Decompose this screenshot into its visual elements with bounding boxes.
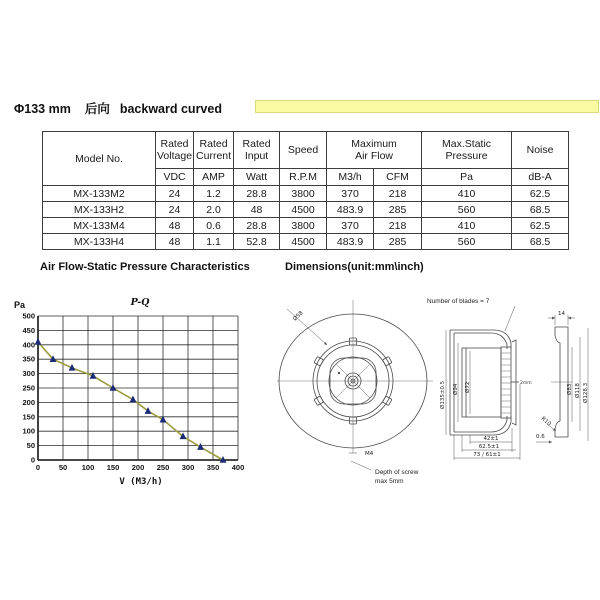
unit-vdc: VDC <box>156 169 194 186</box>
value-cell: 483.9 <box>327 202 374 218</box>
dim-d118-label: Ø118 <box>575 383 581 398</box>
connector-ribs <box>501 347 511 418</box>
model-cell: MX-133H2 <box>43 202 156 218</box>
value-cell: 28.8 <box>234 186 280 202</box>
header-speed: Speed <box>280 132 327 169</box>
header-rated-current: Rated Current <box>194 132 234 169</box>
value-cell: 48 <box>234 202 280 218</box>
table-row <box>43 218 569 234</box>
screw-depth-note-line1: Depth of screw <box>375 469 419 476</box>
unit-cfm: CFM <box>374 169 422 186</box>
value-cell: 62.5 <box>512 218 569 234</box>
header-noise: Noise <box>512 132 569 169</box>
value-cell: 218 <box>374 186 422 202</box>
header-model: Model No. <box>43 132 156 186</box>
unit-dba: dB-A <box>512 169 569 186</box>
value-cell: 370 <box>327 186 374 202</box>
value-cell: 1.1 <box>194 234 234 250</box>
value-cell: 48 <box>156 234 194 250</box>
x-axis-label: V (M3/h) <box>119 477 163 487</box>
header-rated-input: Rated Input <box>234 132 280 169</box>
model-cell: MX-133H4 <box>43 234 156 250</box>
header-rated-voltage: Rated Voltage <box>156 132 194 169</box>
svg-text:0: 0 <box>35 463 41 472</box>
value-cell: 2.0 <box>194 202 234 218</box>
title-chinese: 后向 <box>84 102 110 116</box>
dim-d72-label: Ø72 <box>465 381 471 393</box>
dim-42-label: 42±1 <box>483 436 499 442</box>
value-cell: 483.9 <box>327 234 374 250</box>
title-diameter: Φ133 mm <box>14 102 71 116</box>
dim-d135-label: Ø135±0.5 <box>440 380 446 409</box>
svg-text:150: 150 <box>106 463 120 472</box>
svg-text:350: 350 <box>22 354 35 364</box>
dim-d83-label: Ø83 <box>567 383 573 395</box>
value-cell: 285 <box>374 202 422 218</box>
svg-text:50: 50 <box>26 441 35 451</box>
front-view <box>277 300 433 485</box>
unit-rpm: R.P.M <box>280 169 327 186</box>
value-cell: 52.8 <box>234 234 280 250</box>
dim-d94-label: Ø94 <box>453 383 459 395</box>
dim-m4-label: M4 <box>365 451 374 457</box>
table-row <box>43 234 569 250</box>
value-cell: 24 <box>156 186 194 202</box>
screw-depth-note-line2: max 5mm <box>375 478 404 485</box>
pq-plot-area <box>22 312 244 473</box>
value-cell: 370 <box>327 218 374 234</box>
model-cell: MX-133M2 <box>43 186 156 202</box>
value-cell: 68.5 <box>512 202 569 218</box>
dimensions-section-heading: Dimensions(unit:mm\inch) <box>285 261 424 273</box>
title-english: backward curved <box>119 102 222 116</box>
spec-table-body <box>43 186 569 250</box>
y-axis-unit-label: Pa <box>14 300 26 310</box>
value-cell: 560 <box>422 234 512 250</box>
unit-pa: Pa <box>422 169 512 186</box>
value-cell: 410 <box>422 218 512 234</box>
svg-text:500: 500 <box>22 311 35 321</box>
value-cell: 0.6 <box>194 218 234 234</box>
svg-text:250: 250 <box>156 463 170 472</box>
dim-62-label: 62.5±1 <box>478 444 500 450</box>
inlet-ring-view <box>536 311 589 442</box>
value-cell: 1.2 <box>194 186 234 202</box>
dim-d128-label: Ø128.3 <box>583 382 589 403</box>
value-cell: 28.8 <box>234 218 280 234</box>
dim-73-label: 73 / 61±1 <box>473 452 501 458</box>
chart-title: P-Q <box>130 297 150 308</box>
svg-text:100: 100 <box>22 426 35 436</box>
spec-table <box>42 131 569 250</box>
svg-text:450: 450 <box>22 325 35 335</box>
svg-text:400: 400 <box>231 463 245 472</box>
value-cell: 560 <box>422 202 512 218</box>
value-cell: 3800 <box>280 186 327 202</box>
value-cell: 24 <box>156 202 194 218</box>
svg-text:400: 400 <box>22 340 35 350</box>
svg-text:100: 100 <box>81 463 95 472</box>
value-cell: 410 <box>422 186 512 202</box>
page-title <box>14 99 222 117</box>
svg-text:50: 50 <box>58 463 68 472</box>
side-section-view <box>427 298 532 460</box>
value-cell: 218 <box>374 218 422 234</box>
dim-r10-label: R10 <box>539 415 552 428</box>
dim-d58-label: Ø58 <box>292 310 305 323</box>
blades-note: Number of blades = 7 <box>427 298 490 305</box>
header-max-static-pressure: Max.Static Pressure <box>422 132 512 169</box>
svg-text:150: 150 <box>22 412 35 422</box>
svg-text:200: 200 <box>131 463 145 472</box>
value-cell: 4500 <box>280 202 327 218</box>
table-row <box>43 186 569 202</box>
svg-text:250: 250 <box>22 383 35 393</box>
unit-m3h: M3/h <box>327 169 374 186</box>
header-max-airflow: Maximum Air Flow <box>327 132 422 169</box>
dim-14-label: 14 <box>558 311 565 317</box>
value-cell: 285 <box>374 234 422 250</box>
value-cell: 62.5 <box>512 186 569 202</box>
unit-amp: AMP <box>194 169 234 186</box>
value-cell: 68.5 <box>512 234 569 250</box>
unit-watt: Watt <box>234 169 280 186</box>
dimension-drawings <box>265 285 600 495</box>
value-cell: 48 <box>156 218 194 234</box>
pq-chart <box>8 290 258 490</box>
svg-text:300: 300 <box>181 463 195 472</box>
svg-text:350: 350 <box>206 463 220 472</box>
model-cell: MX-133M4 <box>43 218 156 234</box>
dim-06-label: 0.6 <box>536 434 545 440</box>
table-row <box>43 202 569 218</box>
svg-text:200: 200 <box>22 397 35 407</box>
yellow-highlight-bar <box>255 100 599 113</box>
svg-text:0: 0 <box>30 455 35 465</box>
dim-stub-label: 2mm <box>520 381 532 386</box>
svg-text:300: 300 <box>22 369 35 379</box>
chart-section-heading: Air Flow-Static Pressure Characteristics <box>40 261 250 273</box>
value-cell: 3800 <box>280 218 327 234</box>
value-cell: 4500 <box>280 234 327 250</box>
